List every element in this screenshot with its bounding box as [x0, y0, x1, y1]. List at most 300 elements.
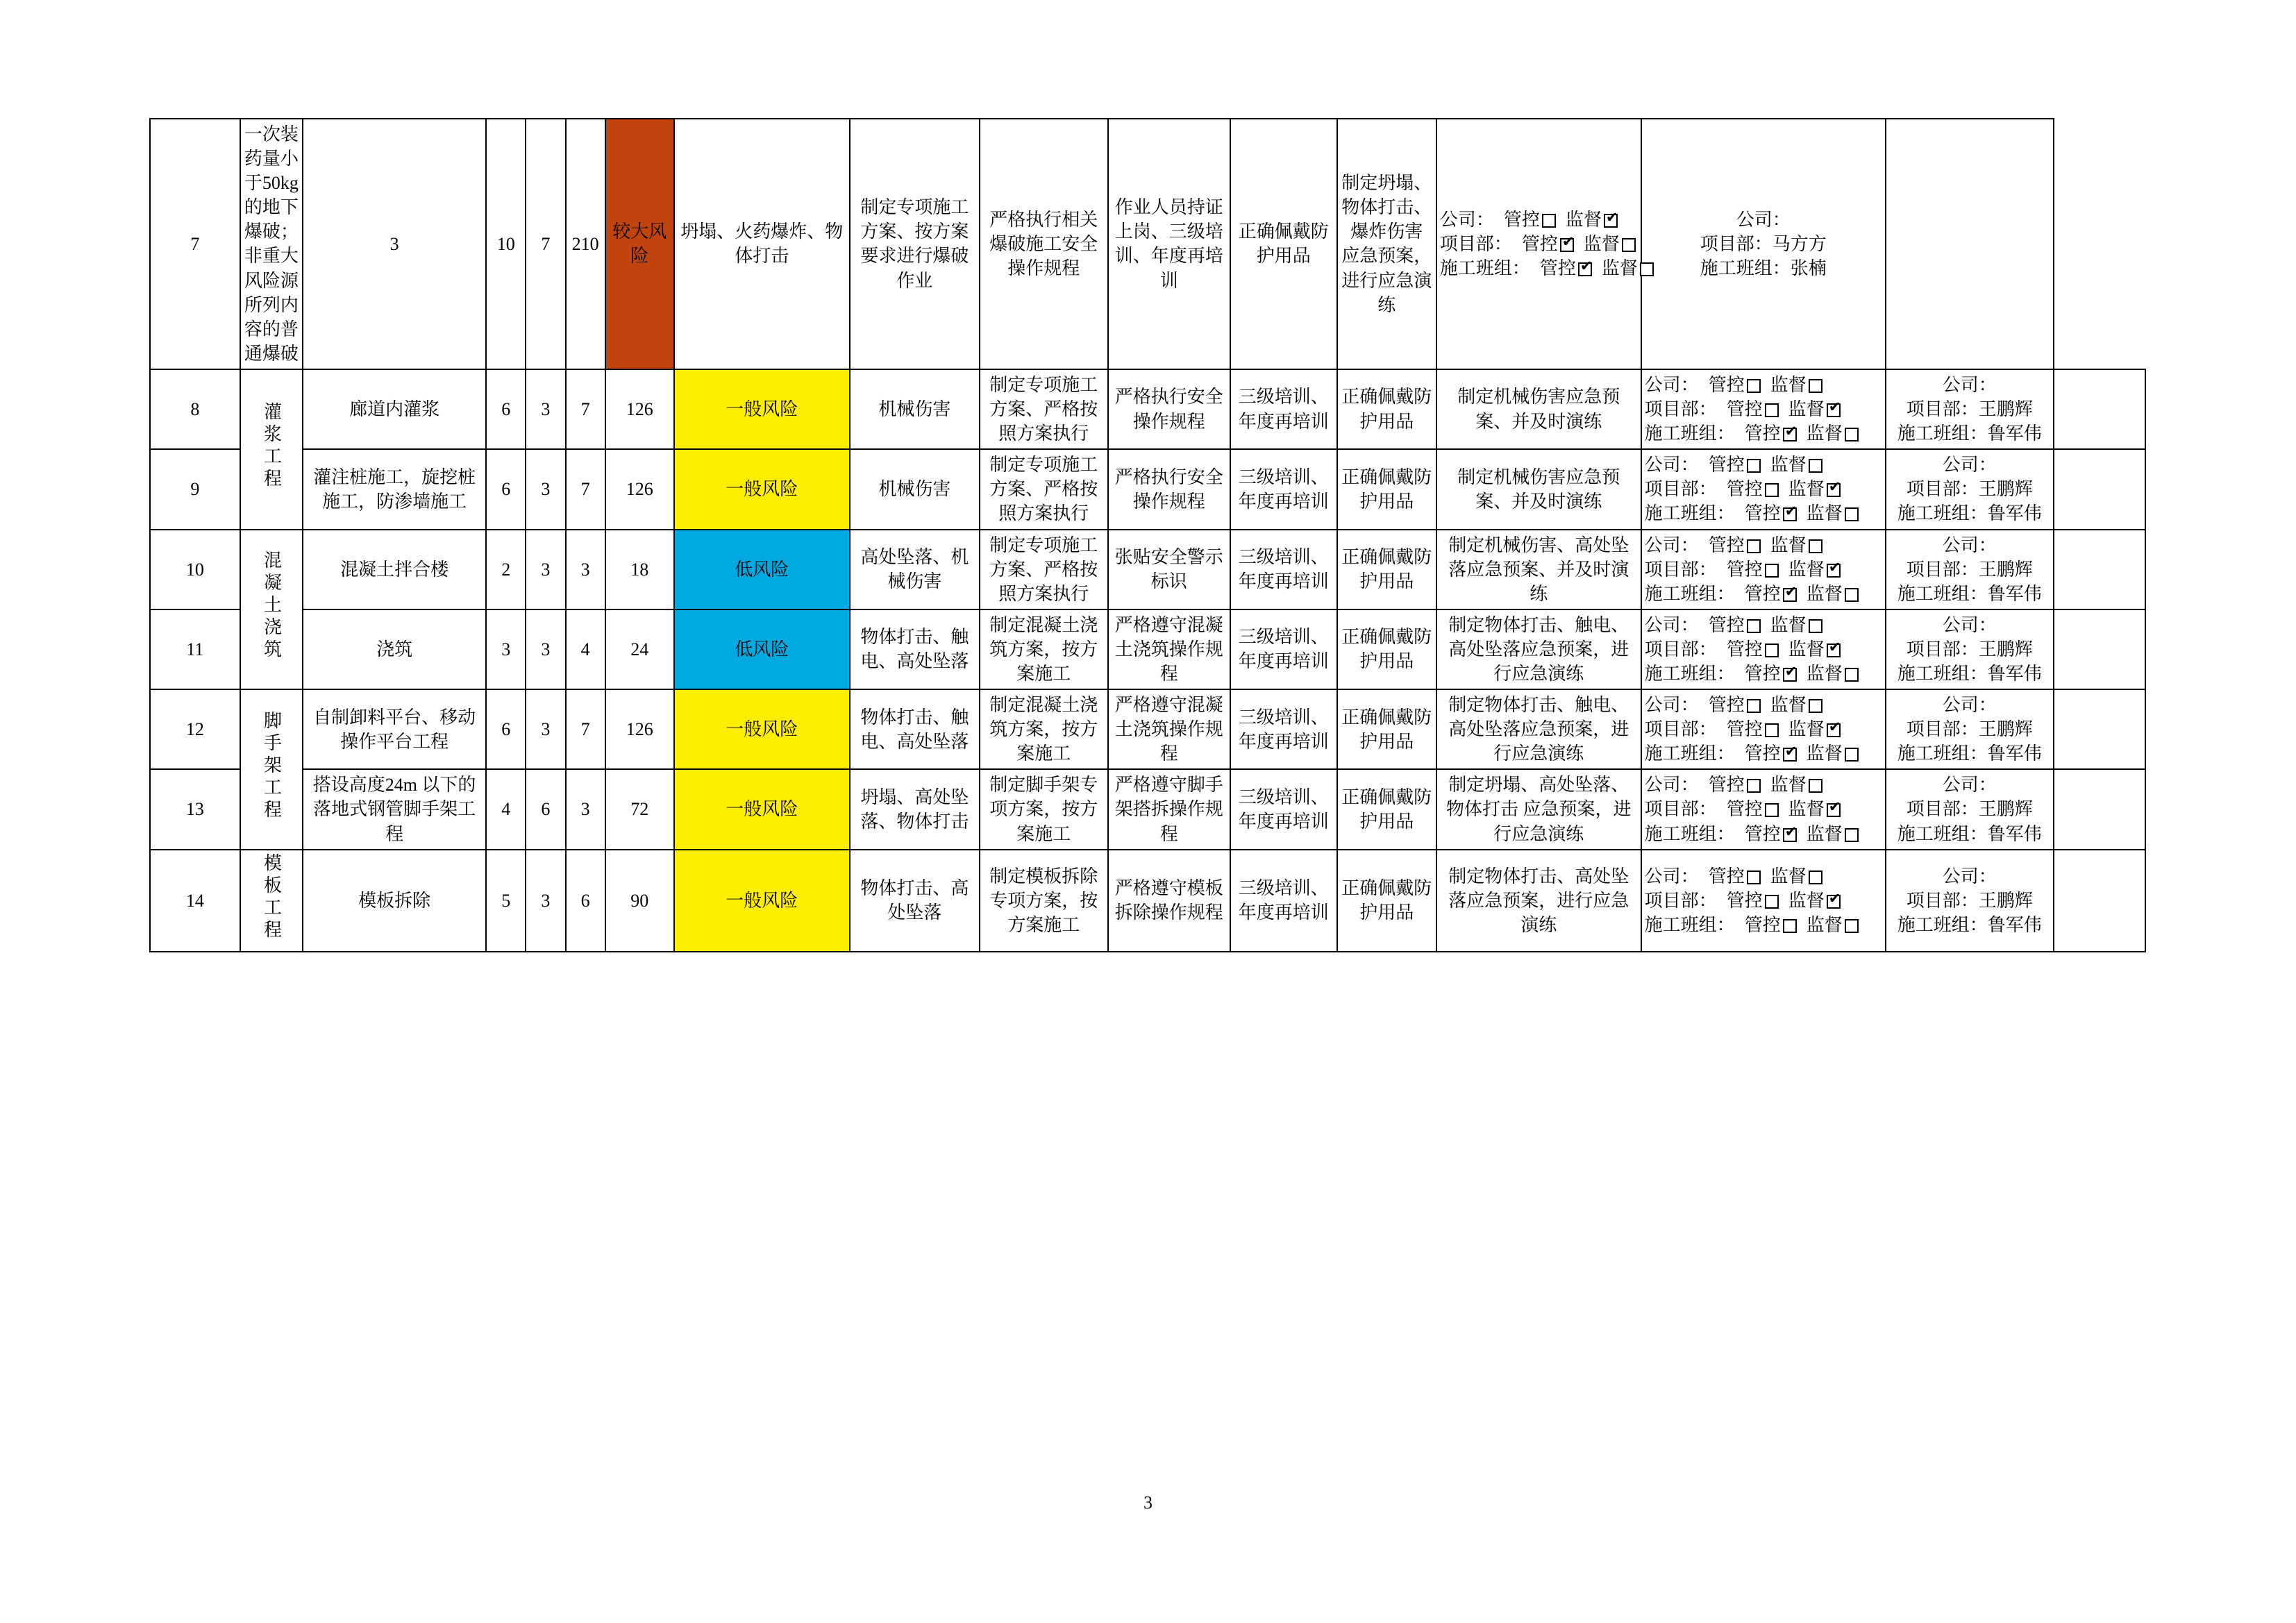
- inspection-row: [1645, 397, 1882, 421]
- inspection-party-label: 项目部：: [1644, 890, 1717, 911]
- supervise-checkbox[interactable]: [1809, 379, 1822, 393]
- inspection-row: [1645, 373, 1882, 397]
- category-cell: [240, 689, 303, 850]
- category-label: 模板工程: [261, 852, 282, 942]
- control-label: 管控: [1726, 479, 1763, 500]
- supervise-checkbox[interactable]: [1827, 403, 1841, 417]
- consequence-cell: 7: [566, 689, 605, 769]
- control-checkbox[interactable]: [1765, 483, 1779, 497]
- control-checkbox[interactable]: [1560, 238, 1574, 252]
- inspection-row: [1645, 613, 1882, 637]
- inspection-level-cell[interactable]: [1641, 369, 1886, 449]
- supervise-option[interactable]: [1807, 501, 1859, 525]
- inspection-party-label: 公司：: [1439, 209, 1494, 230]
- engineering-measure-cell: 制定专项施工方案、按方案要求进行爆破作业: [850, 119, 980, 369]
- risk-level-cell: 低风险: [674, 609, 850, 689]
- control-option[interactable]: [1727, 797, 1779, 821]
- supervise-label: 监督: [1788, 639, 1825, 659]
- supervise-option[interactable]: [1788, 797, 1841, 821]
- supervise-label: 监督: [1788, 399, 1825, 420]
- control-option[interactable]: [1709, 613, 1761, 637]
- inspection-level-cell[interactable]: [1641, 850, 1886, 952]
- exposure-cell: 3: [526, 449, 565, 529]
- control-checkbox[interactable]: [1747, 459, 1761, 473]
- exposure-cell: 10: [486, 119, 526, 369]
- category-cell: [240, 369, 303, 530]
- hazard-cell: 物体打击、触电、高处坠落: [850, 609, 980, 689]
- inspection-row: [1645, 864, 1882, 889]
- control-label: 管控: [1726, 719, 1763, 740]
- control-checkbox[interactable]: [1747, 379, 1761, 393]
- control-label: 管控: [1744, 823, 1781, 844]
- control-option[interactable]: [1540, 256, 1592, 280]
- control-option[interactable]: [1709, 373, 1761, 397]
- training-measure-cell: 三级培训、年度再培训: [1230, 850, 1337, 952]
- responsible-person-cell: [1886, 449, 2054, 529]
- inspection-row: [1645, 662, 1882, 686]
- supervise-checkbox[interactable]: [1604, 214, 1618, 228]
- emergency-measure-cell: 制定物体打击、高处坠落应急预案，进行应急演练: [1436, 850, 1641, 952]
- table-row: [150, 530, 2145, 609]
- supervise-option[interactable]: [1584, 232, 1636, 256]
- control-option[interactable]: [1727, 637, 1779, 662]
- responsible-person-cell: [1886, 850, 2054, 952]
- control-option[interactable]: [1745, 822, 1797, 846]
- supervise-checkbox[interactable]: [1827, 895, 1841, 909]
- control-label: 管控: [1708, 695, 1745, 716]
- inspection-party-label: 施工班组：: [1439, 258, 1530, 279]
- control-option[interactable]: [1709, 693, 1761, 717]
- inspection-party-label: 施工班组：: [1644, 583, 1735, 604]
- activity-cell: 自制卸料平台、移动操作平台工程: [303, 689, 486, 769]
- table-row: [150, 769, 2145, 849]
- control-checkbox[interactable]: [1747, 779, 1761, 793]
- category-label: 灌浆工程: [261, 401, 282, 491]
- inspection-level-cell[interactable]: [1641, 689, 1886, 769]
- supervise-checkbox[interactable]: [1827, 564, 1841, 578]
- management-measure-cell: 严格执行相关爆破施工安全操作规程: [980, 119, 1108, 369]
- control-option[interactable]: [1727, 889, 1779, 913]
- control-option[interactable]: [1709, 773, 1761, 797]
- inspection-row: [1645, 637, 1882, 662]
- control-label: 管控: [1708, 535, 1745, 555]
- responsible-line: 公司：: [1942, 535, 1997, 555]
- supervise-label: 监督: [1770, 455, 1807, 476]
- control-label: 管控: [1708, 455, 1745, 476]
- control-label: 管控: [1726, 399, 1763, 420]
- row-number: 11: [150, 609, 240, 689]
- supervise-checkbox[interactable]: [1827, 483, 1841, 497]
- supervise-option[interactable]: [1770, 613, 1822, 637]
- supervise-label: 监督: [1583, 233, 1620, 254]
- likelihood-cell: 5: [486, 850, 526, 952]
- consequence-cell: 6: [566, 850, 605, 952]
- inspection-row: [1645, 773, 1882, 797]
- hazard-cell: 坍塌、高处坠落、物体打击: [850, 769, 980, 849]
- control-checkbox[interactable]: [1578, 262, 1592, 276]
- table-row: [150, 369, 2145, 449]
- responsible-line: 施工班组：鲁军伟: [1897, 423, 2042, 444]
- inspection-party-label: 施工班组：: [1644, 503, 1735, 524]
- control-checkbox[interactable]: [1747, 539, 1761, 553]
- activity-cell: 浇筑: [303, 609, 486, 689]
- row-number: 8: [150, 369, 240, 449]
- control-checkbox[interactable]: [1765, 803, 1779, 817]
- supervise-label: 监督: [1770, 374, 1807, 395]
- exposure-cell: 3: [526, 530, 565, 609]
- inspection-row: [1645, 797, 1882, 821]
- inspection-row: [1440, 256, 1638, 280]
- hazard-cell: 物体打击、高处坠落: [850, 850, 980, 952]
- control-label: 管控: [1744, 914, 1781, 935]
- supervise-option[interactable]: [1770, 453, 1822, 477]
- control-option[interactable]: [1709, 533, 1761, 557]
- inspection-row: [1645, 582, 1882, 606]
- inspection-level-cell[interactable]: [1641, 609, 1886, 689]
- supervise-label: 监督: [1806, 823, 1843, 844]
- supervise-option[interactable]: [1807, 662, 1859, 686]
- supervise-option[interactable]: [1807, 741, 1859, 766]
- likelihood-cell: 6: [486, 449, 526, 529]
- responsible-line: 项目部：王鹏辉: [1906, 799, 2033, 820]
- emergency-measure-cell: 制定坍塌、物体打击、爆炸伤害 应急预案，进行应急演练: [1337, 119, 1436, 369]
- responsible-line: 项目部：王鹏辉: [1906, 719, 2033, 740]
- inspection-party-label: 项目部：: [1644, 479, 1717, 500]
- control-option[interactable]: [1745, 741, 1797, 766]
- inspection-party-label: 公司：: [1644, 775, 1699, 796]
- risk-assessment-table: [149, 118, 2146, 952]
- control-option[interactable]: [1727, 717, 1779, 741]
- supervise-option[interactable]: [1788, 889, 1841, 913]
- ppe-measure-cell: 正确佩戴防护用品: [1337, 369, 1436, 449]
- inspection-party-label: 项目部：: [1439, 233, 1512, 254]
- emergency-measure-cell: 制定机械伤害、高处坠落应急预案、并及时演练: [1436, 530, 1641, 609]
- control-checkbox[interactable]: [1747, 699, 1761, 713]
- inspection-party-label: 施工班组：: [1644, 914, 1735, 935]
- responsible-person-cell: [1886, 609, 2054, 689]
- activity-cell: 模板拆除: [303, 850, 486, 952]
- responsible-person-cell: [1886, 530, 2054, 609]
- activity-cell: 灌注桩施工，旋挖桩施工，防渗墙施工: [303, 449, 486, 529]
- control-option[interactable]: [1709, 864, 1761, 889]
- responsible-line: 公司：: [1736, 209, 1791, 230]
- risk-level-cell: 一般风险: [674, 689, 850, 769]
- inspection-row: [1645, 741, 1882, 766]
- hazard-cell: 高处坠落、机械伤害: [850, 530, 980, 609]
- control-checkbox[interactable]: [1747, 871, 1761, 884]
- inspection-level-cell[interactable]: [1641, 449, 1886, 529]
- row-number: 9: [150, 449, 240, 529]
- supervise-option[interactable]: [1770, 773, 1822, 797]
- inspection-row: [1645, 453, 1882, 477]
- supervise-checkbox[interactable]: [1809, 539, 1822, 553]
- engineering-measure-cell: 制定混凝土浇筑方案，按方案施工: [980, 609, 1108, 689]
- supervise-label: 监督: [1788, 559, 1825, 580]
- supervise-label: 监督: [1806, 663, 1843, 684]
- responsible-line: 施工班组：张楠: [1700, 258, 1827, 279]
- likelihood-cell: 6: [486, 369, 526, 449]
- control-option[interactable]: [1727, 557, 1779, 582]
- risk-score-cell: 24: [605, 609, 674, 689]
- emergency-measure-cell: 制定机械伤害应急预案、并及时演练: [1436, 369, 1641, 449]
- inspection-row: [1645, 889, 1882, 913]
- emergency-measure-cell: 制定物体打击、触电、高处坠落应急预案，进行应急演练: [1436, 689, 1641, 769]
- supervise-checkbox[interactable]: [1827, 723, 1841, 737]
- supervise-checkbox[interactable]: [1809, 619, 1822, 633]
- supervise-checkbox[interactable]: [1622, 238, 1636, 252]
- control-option[interactable]: [1709, 453, 1761, 477]
- likelihood-cell: 2: [486, 530, 526, 609]
- management-measure-cell: 严格执行安全操作规程: [1108, 369, 1230, 449]
- control-checkbox[interactable]: [1747, 619, 1761, 633]
- supervise-option[interactable]: [1566, 208, 1618, 232]
- supervise-option[interactable]: [1788, 717, 1841, 741]
- supervise-checkbox[interactable]: [1845, 588, 1859, 602]
- engineering-measure-cell: 制定专项施工方案、严格按照方案执行: [980, 530, 1108, 609]
- supervise-label: 监督: [1770, 866, 1807, 886]
- training-measure-cell: 三级培训、年度再培训: [1230, 369, 1337, 449]
- hazard-cell: 机械伤害: [850, 449, 980, 529]
- table-row: [150, 850, 2145, 952]
- risk-level-cell: 较大风险: [605, 119, 674, 369]
- inspection-row: [1645, 501, 1882, 525]
- supervise-checkbox[interactable]: [1845, 428, 1859, 442]
- supervise-label: 监督: [1806, 503, 1843, 524]
- inspection-row: [1645, 477, 1882, 501]
- inspection-row: [1645, 693, 1882, 717]
- risk-score-cell: 126: [605, 689, 674, 769]
- page-number: 3: [1143, 1492, 1153, 1513]
- supervise-option[interactable]: [1770, 864, 1822, 889]
- control-label: 管控: [1521, 233, 1558, 254]
- control-checkbox[interactable]: [1765, 564, 1779, 578]
- category-label: 脚手架工程: [261, 710, 282, 822]
- control-checkbox[interactable]: [1783, 668, 1797, 682]
- table-row: [150, 449, 2145, 529]
- consequence-cell: 7: [566, 449, 605, 529]
- table-row: [150, 689, 2145, 769]
- supervise-checkbox[interactable]: [1827, 644, 1841, 657]
- control-checkbox[interactable]: [1765, 644, 1779, 657]
- control-label: 管控: [1744, 743, 1781, 764]
- inspection-level-cell[interactable]: [1641, 530, 1886, 609]
- control-option[interactable]: [1745, 913, 1797, 937]
- control-checkbox[interactable]: [1783, 588, 1797, 602]
- control-option[interactable]: [1727, 477, 1779, 501]
- inspection-level-cell[interactable]: [1436, 119, 1641, 369]
- supervise-option[interactable]: [1807, 822, 1859, 846]
- activity-cell: 廊道内灌浆: [303, 369, 486, 449]
- emergency-measure-cell: 制定坍塌、高处坠落、物体打击 应急预案，进行应急演练: [1436, 769, 1641, 849]
- supervise-checkbox[interactable]: [1809, 871, 1822, 884]
- inspection-party-label: 施工班组：: [1644, 743, 1735, 764]
- supervise-option[interactable]: [1788, 557, 1841, 582]
- risk-score-cell: 18: [605, 530, 674, 609]
- control-checkbox[interactable]: [1783, 507, 1797, 521]
- control-option[interactable]: [1745, 662, 1797, 686]
- responsible-person-cell: [1886, 689, 2054, 769]
- supervise-option[interactable]: [1770, 373, 1822, 397]
- exposure-cell: 3: [526, 850, 565, 952]
- responsible-person-cell: [1886, 769, 2054, 849]
- control-checkbox[interactable]: [1542, 214, 1556, 228]
- control-label: 管控: [1708, 775, 1745, 796]
- control-checkbox[interactable]: [1765, 403, 1779, 417]
- responsible-person-cell: [1886, 369, 2054, 449]
- hazard-cell: 物体打击、触电、高处坠落: [850, 689, 980, 769]
- category-label: 混凝土浇筑: [261, 550, 282, 662]
- control-label: 管控: [1744, 423, 1781, 444]
- inspection-party-label: 项目部：: [1644, 559, 1717, 580]
- control-option[interactable]: [1745, 421, 1797, 446]
- supervise-option[interactable]: [1788, 477, 1841, 501]
- supervise-label: 监督: [1788, 479, 1825, 500]
- management-measure-cell: 严格遵守模板拆除操作规程: [1108, 850, 1230, 952]
- consequence-cell: 4: [566, 609, 605, 689]
- supervise-option[interactable]: [1788, 637, 1841, 662]
- control-checkbox[interactable]: [1783, 828, 1797, 842]
- supervise-checkbox[interactable]: [1809, 699, 1822, 713]
- supervise-checkbox[interactable]: [1640, 262, 1654, 276]
- risk-level-cell: 一般风险: [674, 850, 850, 952]
- management-measure-cell: 严格遵守脚手架搭拆操作规程: [1108, 769, 1230, 849]
- management-measure-cell: 严格执行安全操作规程: [1108, 449, 1230, 529]
- control-checkbox[interactable]: [1783, 919, 1797, 933]
- control-option[interactable]: [1745, 582, 1797, 606]
- supervise-checkbox[interactable]: [1809, 459, 1822, 473]
- supervise-checkbox[interactable]: [1809, 779, 1822, 793]
- supervise-label: 监督: [1788, 719, 1825, 740]
- inspection-party-label: 施工班组：: [1644, 663, 1735, 684]
- responsible-line: 施工班组：鲁军伟: [1897, 743, 2042, 764]
- training-measure-cell: 三级培训、年度再培训: [1230, 449, 1337, 529]
- control-label: 管控: [1744, 503, 1781, 524]
- management-measure-cell: 严格遵守混凝土浇筑操作规程: [1108, 609, 1230, 689]
- supervise-label: 监督: [1770, 535, 1807, 555]
- control-label: 管控: [1708, 374, 1745, 395]
- inspection-party-label: 公司：: [1644, 455, 1699, 476]
- row-number: 14: [150, 850, 240, 952]
- responsible-line: 公司：: [1942, 374, 1997, 395]
- supervise-checkbox[interactable]: [1845, 507, 1859, 521]
- risk-score-cell: 72: [605, 769, 674, 849]
- emergency-measure-cell: 制定机械伤害应急预案、并及时演练: [1436, 449, 1641, 529]
- management-measure-cell: 张贴安全警示标识: [1108, 530, 1230, 609]
- responsible-line: 项目部：王鹏辉: [1906, 559, 2033, 580]
- inspection-party-label: 施工班组：: [1644, 423, 1735, 444]
- inspection-row: [1440, 232, 1638, 256]
- supervise-label: 监督: [1770, 775, 1807, 796]
- responsible-line: 公司：: [1942, 614, 1997, 635]
- control-label: 管控: [1726, 559, 1763, 580]
- supervise-label: 监督: [1806, 423, 1843, 444]
- supervise-checkbox[interactable]: [1845, 919, 1859, 933]
- control-option[interactable]: [1727, 397, 1779, 421]
- control-checkbox[interactable]: [1783, 748, 1797, 762]
- risk-level-cell: 一般风险: [674, 369, 850, 449]
- supervise-option[interactable]: [1807, 913, 1859, 937]
- remark-cell: [1886, 119, 2054, 369]
- supervise-label: 监督: [1601, 258, 1638, 279]
- engineering-measure-cell: 制定专项施工方案、严格按照方案执行: [980, 449, 1108, 529]
- supervise-option[interactable]: [1788, 397, 1841, 421]
- supervise-checkbox[interactable]: [1845, 748, 1859, 762]
- inspection-row: [1440, 208, 1638, 232]
- responsible-line: 项目部：王鹏辉: [1906, 479, 2033, 500]
- management-measure-cell: 严格遵守混凝土浇筑操作规程: [1108, 689, 1230, 769]
- supervise-label: 监督: [1806, 583, 1843, 604]
- row-number: 12: [150, 689, 240, 769]
- remark-cell: [2054, 850, 2145, 952]
- supervise-checkbox[interactable]: [1827, 803, 1841, 817]
- engineering-measure-cell: 制定专项施工方案、严格按照方案执行: [980, 369, 1108, 449]
- supervise-checkbox[interactable]: [1845, 828, 1859, 842]
- responsible-line: 公司：: [1942, 455, 1997, 476]
- exposure-cell: 3: [526, 689, 565, 769]
- risk-table-body: [150, 119, 2145, 952]
- control-option[interactable]: [1745, 501, 1797, 525]
- inspection-row: [1645, 822, 1882, 846]
- category-cell: [240, 530, 303, 690]
- responsible-line: 施工班组：鲁军伟: [1897, 503, 2042, 524]
- remark-cell: [2054, 769, 2145, 849]
- supervise-checkbox[interactable]: [1845, 668, 1859, 682]
- inspection-party-label: 公司：: [1644, 614, 1699, 635]
- control-label: 管控: [1726, 639, 1763, 659]
- control-checkbox[interactable]: [1765, 895, 1779, 909]
- activity-cell: 混凝土拌合楼: [303, 530, 486, 609]
- risk-score-cell: 210: [566, 119, 605, 369]
- responsible-line: 施工班组：鲁军伟: [1897, 823, 2042, 844]
- activity-cell: 搭设高度24m 以下的落地式钢管脚手架工程: [303, 769, 486, 849]
- control-option[interactable]: [1504, 208, 1556, 232]
- inspection-row: [1645, 533, 1882, 557]
- control-label: 管控: [1744, 583, 1781, 604]
- ppe-measure-cell: 正确佩戴防护用品: [1337, 769, 1436, 849]
- supervise-option[interactable]: [1602, 256, 1654, 280]
- supervise-option[interactable]: [1770, 693, 1822, 717]
- activity-cell: 一次装药量小于50kg的地下爆破；非重大风险源所列内容的普通爆破: [240, 119, 303, 369]
- exposure-cell: 6: [526, 769, 565, 849]
- control-label: 管控: [1539, 258, 1576, 279]
- inspection-row: [1645, 913, 1882, 937]
- training-measure-cell: 三级培训、年度再培训: [1230, 530, 1337, 609]
- supervise-option[interactable]: [1770, 533, 1822, 557]
- training-measure-cell: 三级培训、年度再培训: [1230, 689, 1337, 769]
- risk-level-cell: 低风险: [674, 530, 850, 609]
- supervise-option[interactable]: [1807, 421, 1859, 446]
- engineering-measure-cell: 制定模板拆除专项方案，按方案施工: [980, 850, 1108, 952]
- responsible-line: 公司：: [1942, 866, 1997, 886]
- control-checkbox[interactable]: [1783, 428, 1797, 442]
- control-checkbox[interactable]: [1765, 723, 1779, 737]
- supervise-label: 监督: [1770, 614, 1807, 635]
- inspection-party-label: 项目部：: [1644, 719, 1717, 740]
- control-label: 管控: [1708, 866, 1745, 886]
- inspection-party-label: 公司：: [1644, 535, 1699, 555]
- control-label: 管控: [1503, 209, 1540, 230]
- ppe-measure-cell: 正确佩戴防护用品: [1337, 850, 1436, 952]
- inspection-level-cell[interactable]: [1641, 769, 1886, 849]
- remark-cell: [2054, 449, 2145, 529]
- supervise-label: 监督: [1788, 890, 1825, 911]
- control-option[interactable]: [1522, 232, 1574, 256]
- consequence-cell: 3: [566, 769, 605, 849]
- consequence-cell: 7: [526, 119, 565, 369]
- supervise-option[interactable]: [1807, 582, 1859, 606]
- control-label: 管控: [1726, 799, 1763, 820]
- consequence-cell: 3: [566, 530, 605, 609]
